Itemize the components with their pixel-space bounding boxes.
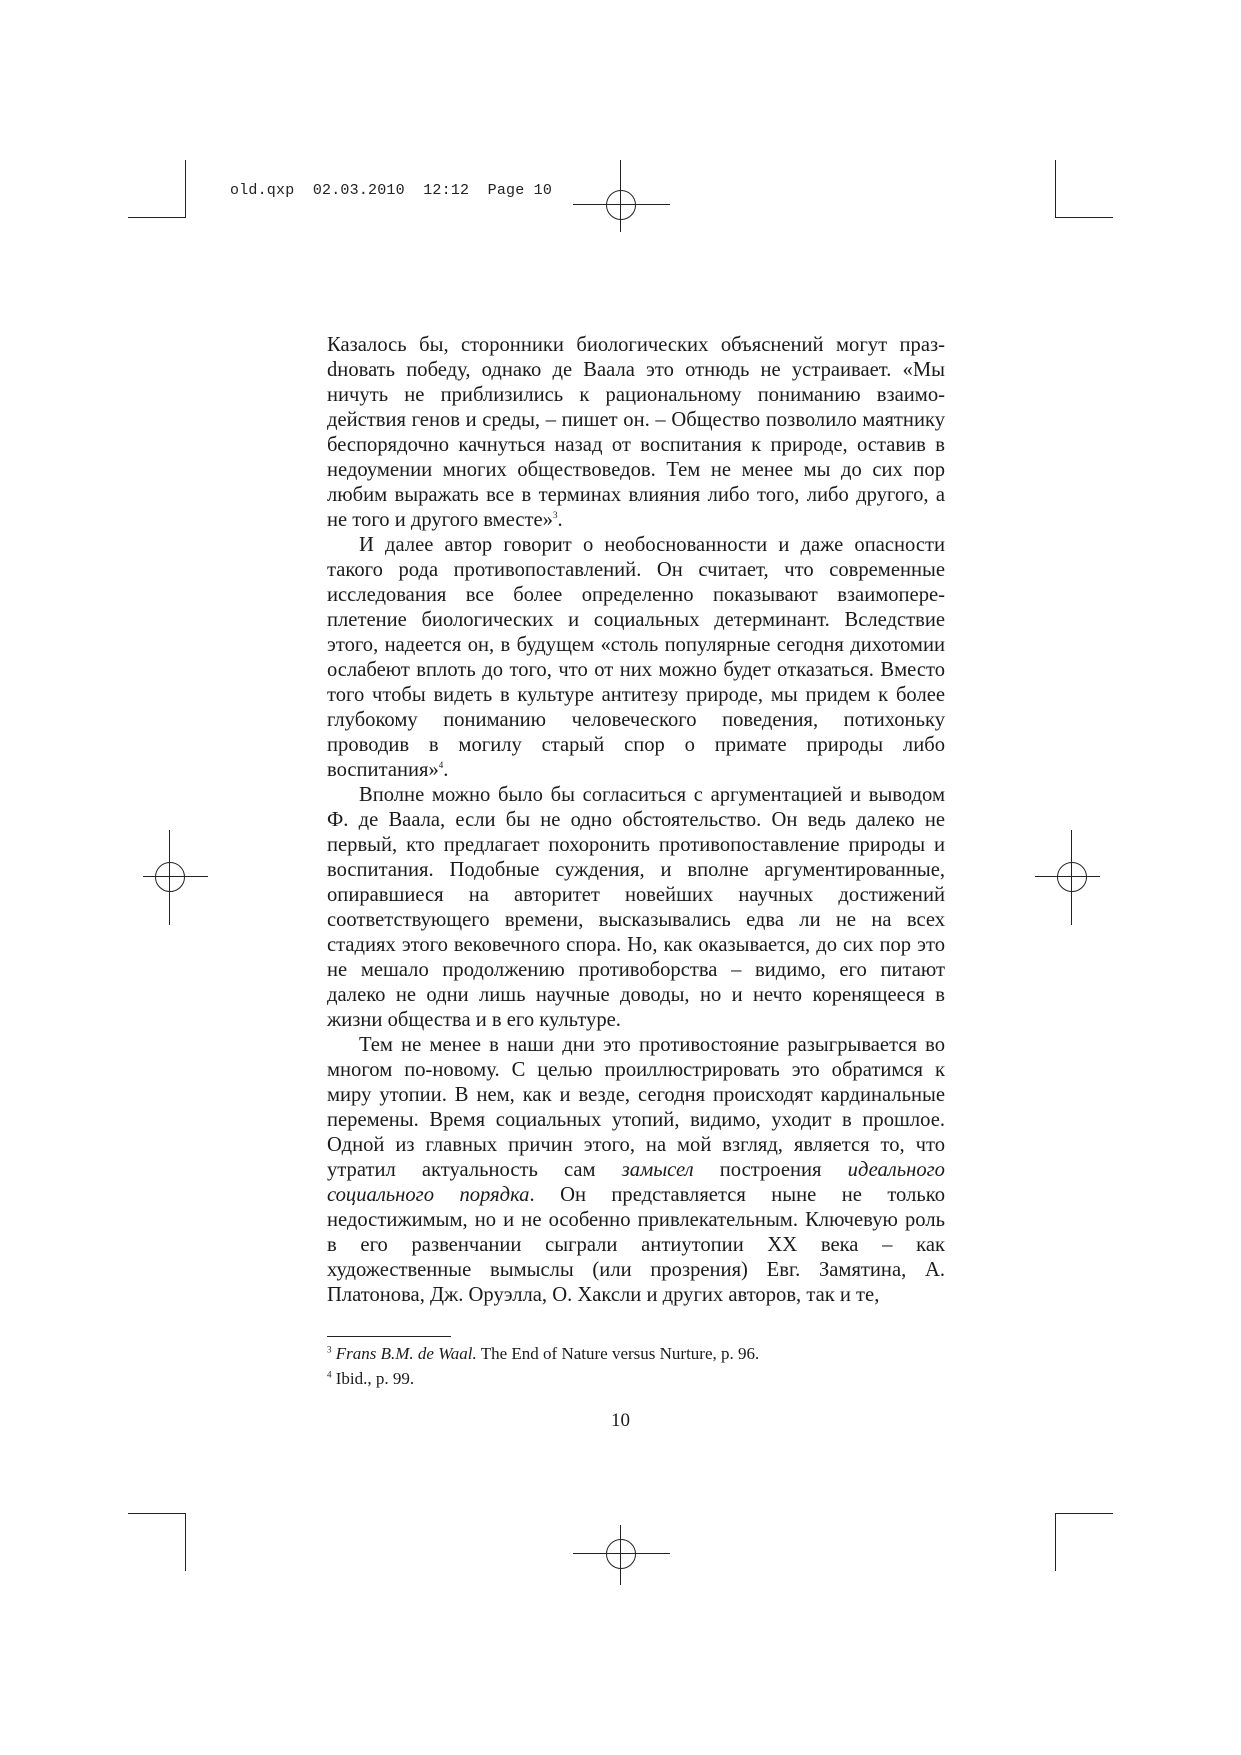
crop-mark-top-left-h [128, 217, 186, 218]
registration-top-circle [606, 190, 636, 220]
paragraph-1-end: . [557, 509, 563, 531]
crop-mark-bottom-right-v [1055, 1513, 1056, 1571]
crop-mark-top-left-v [185, 160, 186, 218]
paragraph-4 [327, 1033, 945, 1308]
footnote-3-text: The End of Nature versus Nurture, p. 96. [476, 1344, 760, 1363]
paragraph-4-italic-1: замысел [621, 1159, 694, 1181]
registration-left-circle [155, 862, 185, 892]
crop-mark-bottom-left-h [128, 1513, 186, 1514]
paragraph-4-part1: Тем не менее в наши дни это противостояние разыгрывается во многом по-новому. С целью проиллюстрировать это обратимся к миру утопии. В нем, как и везде, сегодня происходят кардинальные перемены. Время социальных утопий, видимо, уходит в прошлое. Одной из главных причин этого, на мой взгляд, является то, что утратил актуальность сам [327, 1034, 945, 1181]
paragraph-2-text: И далее автор говорит о необоснованности и даже опасности такого рода противопоставлений. Он считает, что современные исследования все более определенно показывают взаимопереплетение биологических и социальных детерминант. Вследствие этого, надеется он, в будущем «столь популярные сегодня дихотомии ослабеют вплоть до того, что от них можно будет отказаться. Вместо того чтобы видеть в культуре антитезу природе, мы придем к более глубокому пониманию человеческого поведения, потихоньку проводив в могилу старый спор о примате природы либо воспитания» [327, 534, 945, 781]
footnote-3-number: 3 [327, 1344, 332, 1355]
footnote-ref-4: 4 [438, 760, 444, 771]
footnote-rule [327, 1336, 451, 1337]
paragraph-4-italic-2: идеального социального порядка [327, 1159, 945, 1206]
footnote-3 [327, 1341, 945, 1366]
registration-bottom-circle [606, 1539, 636, 1569]
paragraph-1 [327, 333, 945, 533]
paragraph-4-part2: построения [693, 1159, 848, 1181]
body-text [327, 333, 945, 1308]
slug-line: old.qxp 02.03.2010 12:12 Page 10 [230, 182, 553, 199]
footnote-4-number: 4 [327, 1369, 332, 1380]
paragraph-2-end: . [443, 759, 449, 781]
footnote-4-text: Ibid., p. 99. [331, 1369, 415, 1388]
footnote-3-author: Frans B.M. de Waal. [335, 1344, 477, 1363]
crop-mark-bottom-left-v [185, 1513, 186, 1571]
footnote-ref-3: 3 [552, 510, 558, 521]
registration-right-circle [1057, 862, 1087, 892]
footnote-4 [327, 1366, 945, 1391]
paragraph-4-part3: . Он представляется ныне не только недостижимым, но и не особенно привлекательным. Ключевую роль в его развенчании сыграли антиутопии XX века – как художественные вымыслы (или прозрения) Евг. Замятина, А. Платонова, Дж. Оруэлла, О. Хаксли и других авторов, так и те, [327, 1184, 945, 1306]
crop-mark-top-right-h [1055, 217, 1113, 218]
footnotes [327, 1341, 945, 1391]
page-number: 10 [611, 1410, 630, 1431]
paragraph-3-text: Вполне можно было бы согласиться с аргументацией и выводом Ф. де Ваала, если бы не одно обстоятельство. Он ведь далеко не первый, кто предлагает похоронить противопоставление природы и воспитания. Подобные суждения, и вполне аргументированные, опиравшиеся на авторитет новейших научных достижений соответствующего времени, высказывались едва ли не на всех стадиях этого вековечного спора. Но, как оказывается, до сих пор это не мешало продолжению противоборства – видимо, его питают далеко не одни лишь научные доводы, но и нечто коренящееся в жизни общества и в его культуре. [327, 784, 945, 1031]
paragraph-2 [327, 533, 945, 783]
paragraph-3 [327, 783, 945, 1033]
crop-mark-bottom-right-h [1055, 1513, 1113, 1514]
paragraph-1-text: Казалось бы, сторонники биологических объяснений могут празdновать победу, однако де Ваала это отнюдь не устраивает. «Мы ничуть не приблизились к рациональному пониманию взаимодействия генов и среды, – пишет он. – Общество позволило маятнику беспорядочно качнуться назад от воспитания к природе, оставив в недоумении многих обществоведов. Тем не менее мы до сих пор любим выражать все в терминах влияния либо того, либо другого, а не того и другого вместе» [327, 334, 945, 531]
crop-mark-top-right-v [1055, 160, 1056, 218]
